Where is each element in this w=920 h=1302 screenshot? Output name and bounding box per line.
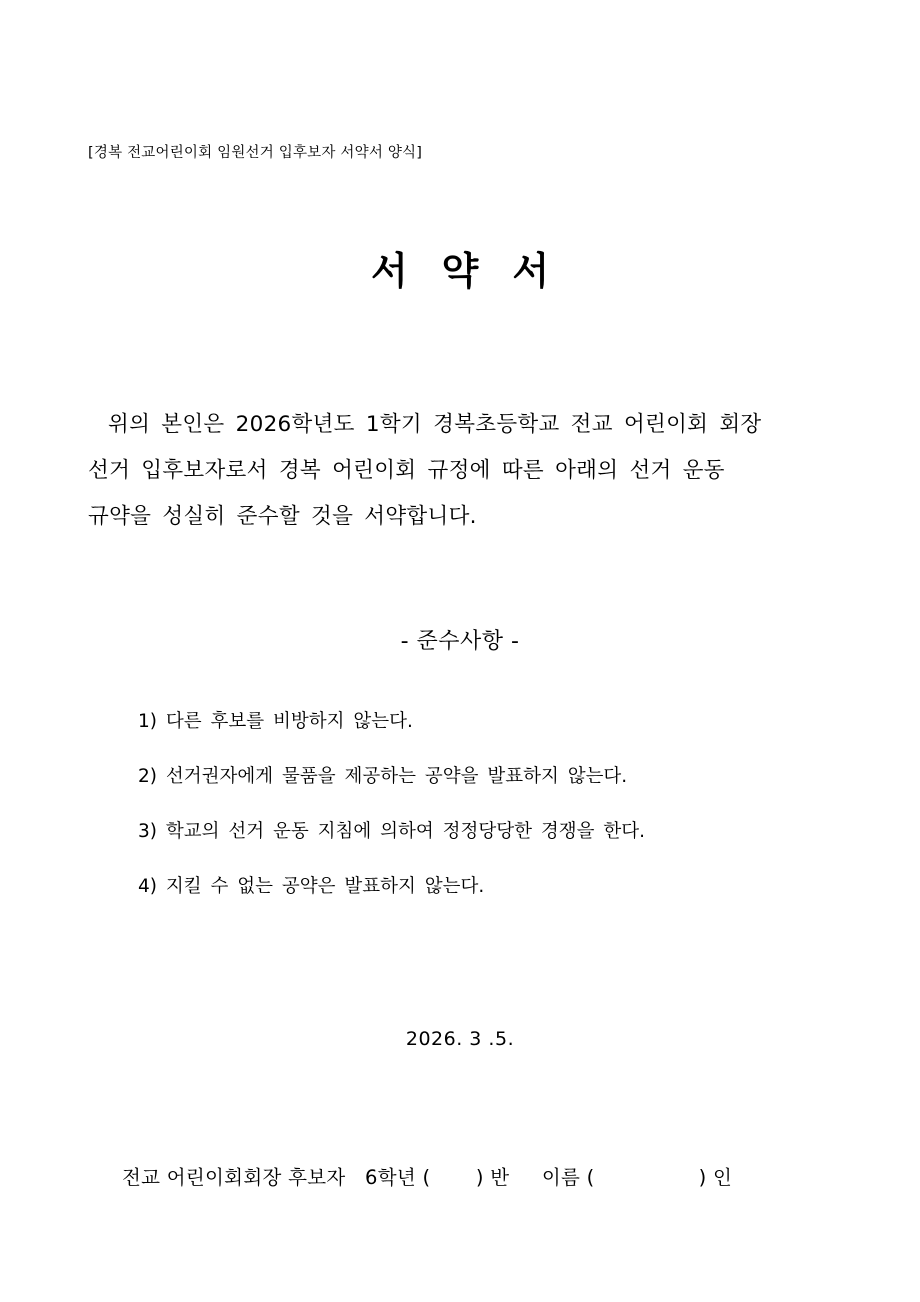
rule-item: 3) 학교의 선거 운동 지침에 의하여 정정당당한 경쟁을 한다.	[138, 821, 645, 842]
pledge-line: 규약을 성실히 준수할 것을 서약합니다.	[88, 504, 477, 529]
rules-heading: - 준수사항 -	[400, 629, 520, 654]
rule-item: 4) 지킬 수 없는 공약은 발표하지 않는다.	[138, 876, 485, 897]
rule-item: 1) 다른 후보를 비방하지 않는다.	[138, 711, 413, 732]
rules-list	[138, 705, 645, 925]
pledge-date: 2026. 3 .5.	[405, 1028, 515, 1050]
pledge-paragraph	[88, 402, 848, 540]
pledge-line: 위의 본인은 2026학년도 1학기 경복초등학교 전교 어린이회 회장	[108, 412, 762, 437]
signature-line: 전교 어린이회회장 후보자 6학년 ( ) 반 이름 ( ) 인	[122, 1166, 733, 1189]
pledge-line: 선거 입후보자로서 경복 어린이회 규정에 따른 아래의 선거 운동	[88, 458, 725, 483]
form-label: [경복 전교어린이회 임원선거 입후보자 서약서 양식]	[88, 145, 423, 161]
rule-item: 2) 선거권자에게 물품을 제공하는 공약을 발표하지 않는다.	[138, 766, 628, 787]
document-title: 서약서	[370, 249, 584, 293]
